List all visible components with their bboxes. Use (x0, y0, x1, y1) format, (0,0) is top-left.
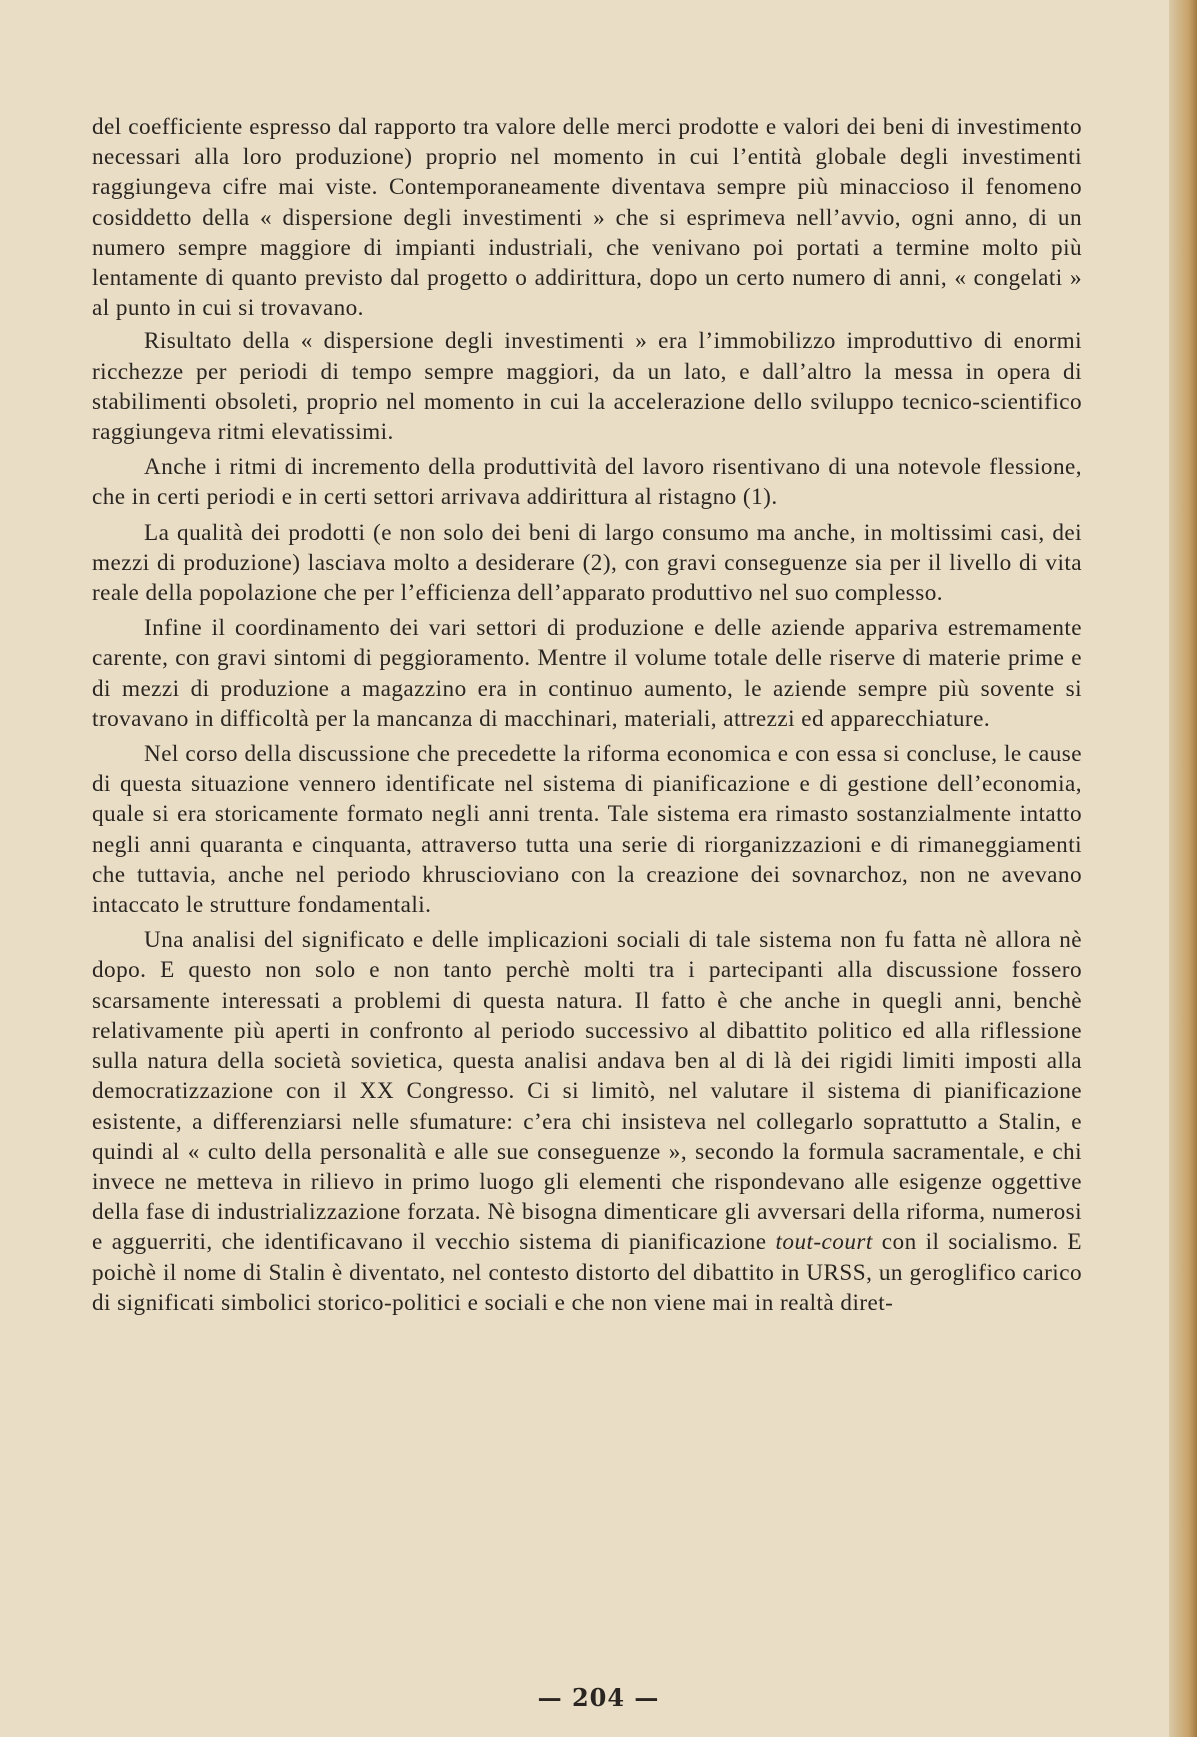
page-edge (1169, 0, 1197, 1737)
paragraph-7 (92, 925, 1082, 1318)
paragraph-4: La qualità dei prodotti (e non solo dei beni di largo consumo ma anche, in moltissimi casi, dei mezzi di produzione) lasciava molto a desiderare (2), con gravi conseguenze sia per il livello di vita reale della popolazione che per l’efficienza dell’apparato produttivo nel suo complesso. (92, 519, 1082, 607)
paragraph-7-text-b: con il socialismo. E poichè il nome di Stalin è diventato, nel contesto distorto del dibattito in URSS, un geroglifico carico di significati simbolici storico-politici e sociali e che non viene mai in realtà diret- (92, 1229, 1082, 1316)
paragraph-1: del coefficiente espresso dal rapporto tra valore delle merci prodotte e valori dei beni di investimento necessari alla loro produzione) proprio nel momento in cui l’entità globale degli investimenti raggiungeva cifre mai viste. Contemporaneamente diventava sempre più minaccioso il fenomeno cosiddetto della « dispersione degli investimenti » che si esprimeva nell’avvio, ogni anno, di un numero sempre maggiore di impianti industriali, che venivano poi portati a termine molto più lentamente di quanto previsto dal progetto o addirittura, dopo un certo numero di anni, « congelati » al punto in cui si trovavano. (92, 114, 1082, 322)
page-number: — 204 — (537, 1683, 660, 1712)
paragraph-3: Anche i ritmi di incremento della produttività del lavoro risentivano di una notevole flessione, che in certi periodi e in certi settori arrivava addirittura al ristagno (1). (92, 454, 1082, 511)
paragraph-2: Risultato della « dispersione degli investimenti » era l’immobilizzo improduttivo di enormi ricchezze per periodi di tempo sempre maggiori, da un lato, e dall’altro la messa in opera di stabilimenti obsoleti, proprio nel momento in cui la accelerazione dello sviluppo tecnico-scientifico raggiungeva ritmi elevatissimi. (92, 328, 1082, 446)
paragraph-5: Infine il coordinamento dei vari settori di produzione e delle aziende appariva estremamente carente, con gravi sintomi di peggioramento. Mentre il volume totale delle riserve di materie prime e di mezzi di produzione a magazzino era in continuo aumento, le aziende sempre più sovente si trovavano in difficoltà per la mancanza di macchinari, materiali, attrezzi ed apparecchiature. (92, 615, 1082, 732)
paragraph-7-text-a: Una analisi del significato e delle implicazioni sociali di tale sistema non fu fatta nè allora nè dopo. E questo non solo e non tanto perchè molti tra i partecipanti alla discussione fossero scarsamente interessati a problemi di questa natura. Il fatto è che anche in quegli anni, benchè relativamente più aperti in confronto al periodo successivo al dibattito politico ed alla riflessione sulla natura della società sovietica, questa analisi andava ben al di là dei rigidi limiti imposti alla democratizzazione con il XX Congresso. Ci si limitò, nel valutare il sistema di pianificazione esistente, a differenziarsi nelle sfumature: c’era chi insisteva nel collegarlo soprattutto a Stalin, e quindi al « culto della personalità e alle sue conseguenze », secondo la formula sacramentale, e chi invece ne metteva in rilievo in primo luogo gli elementi che rispondevano alle esigenze oggettive della fase di industrializzazione forzata. Nè bisogna dimenticare gli avversari della riforma, numerosi e agguerriti, che identificavano il vecchio sistema di pianificazione (92, 927, 1082, 1256)
paragraph-6: Nel corso della discussione che precedette la riforma economica e con essa si concluse, le cause di questa situazione vennero identificate nel sistema di pianificazione e di gestione dell’economia, quale si era storicamente formato negli anni trenta. Tale sistema era rimasto sostanzialmente intatto negli anni quaranta e cinquanta, attraverso tutta una serie di riorganizzazioni e di rimaneggiamenti che tuttavia, anche nel periodo khruscioviano con la creazione dei sovnarchoz, non ne avevano intaccato le strutture fondamentali. (92, 741, 1082, 919)
body-text (92, 112, 1082, 1323)
italic-term: tout-court (775, 1229, 873, 1256)
